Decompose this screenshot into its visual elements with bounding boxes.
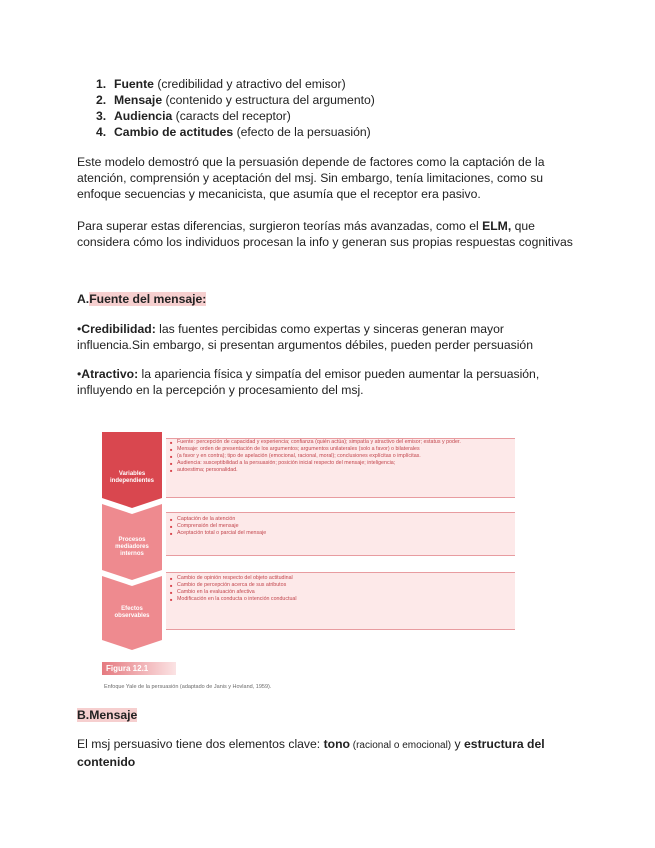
numbered-list: [96, 76, 375, 140]
list-item: 3. Audiencia (caracts del receptor): [96, 109, 291, 123]
list-item: ■ Modificación en la conducta o intención conductual: [166, 596, 515, 603]
list-term: Cambio de actitudes: [114, 125, 234, 139]
list-item: ■ Captación de la atención: [166, 516, 515, 523]
list-item: ■ Audiencia: susceptibilidad a la persuasión; posición inicial respecto del mensaje; inteligencia;: [166, 460, 515, 467]
list-item: ■ Fuente: percepción de capacidad y experiencia; confianza (quién actúa); simpatía y atractivo del emisor; estatus y poder.: [166, 439, 515, 446]
list-item: ■ autoestima; personalidad.: [166, 467, 515, 474]
list-detail: (caracts del receptor): [172, 109, 291, 123]
credibility-paragraph: •Credibilidad: las fuentes percibidas como expertas y sinceras generan mayor influencia.Sin embargo, si presentan argumentos débiles, pueden perder persuasión: [77, 322, 533, 352]
list-item: 2. Mensaje (contenido y estructura del argumento): [96, 93, 375, 107]
section-b-heading: B.Mensaje: [77, 708, 138, 722]
mediating-processes-box: [166, 512, 515, 556]
step-label-mediators: Procesos mediadores internos: [115, 537, 149, 557]
credibility-term: Credibilidad:: [81, 322, 156, 336]
model-paragraph: Este modelo demostró que la persuasión depende de factores como la captación de la atención, comprensión y aceptación del msj. Sin embargo, tenía limitaciones, como su enfoque secuencias y mecanicista, que asumía que el receptor era pasivo.: [77, 155, 545, 201]
list-term: Fuente: [114, 77, 154, 91]
figure-caption: Figura 12.1: [102, 662, 176, 675]
list-detail: (credibilidad y atractivo del emisor): [153, 77, 346, 91]
list-term: Audiencia: [114, 109, 173, 123]
step-label-effects: Efectos observables: [114, 606, 150, 619]
message-paragraph: El msj persuasivo tiene dos elementos clave: tono (racional o emocional) y estructura del contenido: [77, 737, 545, 769]
attractiveness-term: Atractivo:: [81, 367, 139, 381]
structure-term: estructura del contenido: [77, 737, 545, 769]
tone-term: tono: [323, 737, 350, 751]
list-term: Mensaje: [114, 93, 163, 107]
step-label-independent: Variables independientes: [109, 471, 154, 484]
list-item: ■ Aceptación total o parcial del mensaje: [166, 530, 515, 537]
list-detail: (contenido y estructura del argumento): [162, 93, 375, 107]
list-item: ■ Cambio en la evaluación afectiva: [166, 589, 515, 596]
observable-effects-box: [166, 572, 515, 630]
list-item: ■ Comprensión del mensaje: [166, 523, 515, 530]
attractiveness-paragraph: •Atractivo: la apariencia física y simpatía del emisor pueden aumentar la persuasión, influyendo en la percepción y procesamiento del msj.: [77, 367, 540, 397]
list-item: 4. Cambio de actitudes (efecto de la persuasión): [96, 125, 371, 139]
list-item: ■ Mensaje: orden de presentación de los argumentos; argumentos unilaterales (solo a favor) o bilaterales: [166, 446, 515, 453]
figure-subcaption: Enfoque Yale de la persuasión (adaptado de Janis y Hovland, 1959).: [104, 684, 272, 690]
list-item: 1. Fuente (credibilidad y atractivo del emisor): [96, 77, 346, 91]
list-item: ■ Cambio de percepción acerca de sus atributos: [166, 582, 515, 589]
arrow-shape-independent: [102, 432, 162, 508]
independent-variables-box: [166, 438, 515, 498]
section-a-heading: A.Fuente del mensaje:: [77, 292, 207, 306]
yale-model-figure: [102, 432, 516, 688]
list-item: ■ Cambio de opinión respecto del objeto actitudinal: [166, 575, 515, 582]
elm-paragraph: Para superar estas diferencias, surgieron teorías más avanzadas, como el ELM, que considera cómo los individuos procesan la info y generan sus propias respuestas cognitivas: [77, 219, 573, 249]
list-detail: (efecto de la persuasión): [233, 125, 371, 139]
elm-term: ELM,: [482, 219, 512, 233]
list-item: ■ (a favor y en contra); tipo de apelación (emocional, racional, moral); conclusiones explícitas o implícitas.: [166, 453, 515, 460]
